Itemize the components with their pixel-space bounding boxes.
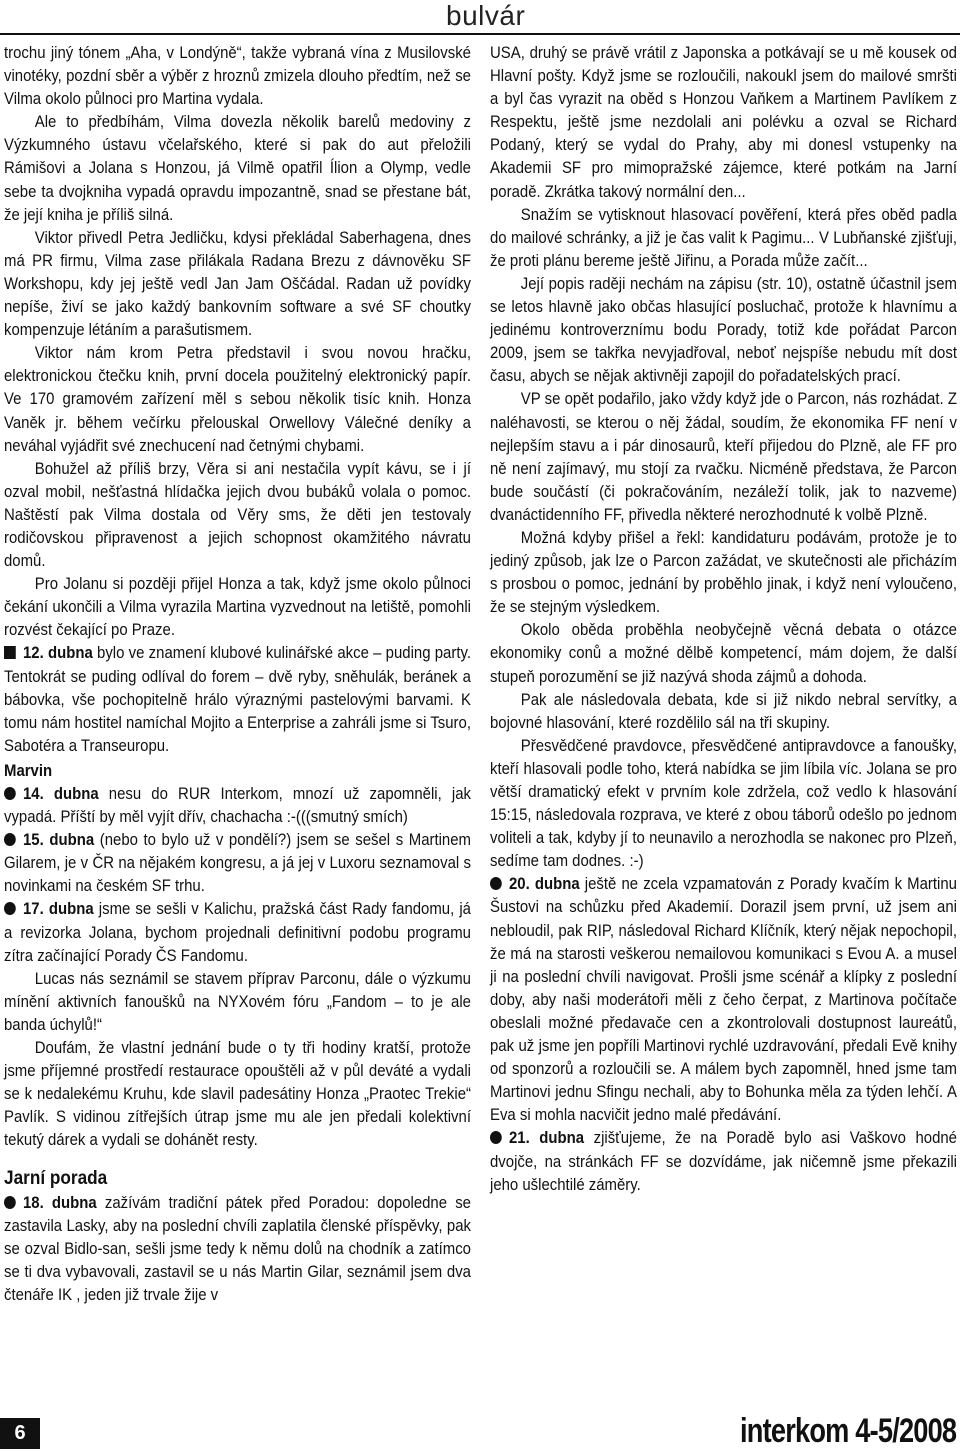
page-number: 6 xyxy=(0,1418,40,1449)
paragraph: Okolo oběda proběhla neobyčejně věcná debata o otázce ekonomiky conů a možné dělbě kompetencí, mám dojem, že další stupeň porozumění se již nazývá shoda zájmů a dohoda. xyxy=(490,621,957,686)
paragraph: Pak ale následovala debata, kde si již nikdo nebral servítky, a bojovné hlasování, které rozdělilo sál na tři skupiny. xyxy=(490,690,957,732)
bullet-icon xyxy=(4,1196,16,1209)
entry-date: 21. dubna xyxy=(509,1129,585,1148)
entry-text: nesu do RUR Interkom, mnozí už zapomněli, jak vypadá. Příští by měl vyjít dřív, chachacha :-(((smutný smích) xyxy=(4,785,471,827)
paragraph: trochu jiný tónem „Aha, v Londýně“, takže vybraná vína z Musilovské vinotéky, pozdní sběr a výběr z hroznů zmizela dlouho předtím, než se Vilma okolo půlnoci pro Martina vydala. xyxy=(4,44,471,109)
paragraph: Snažím se vytisknout hlasovací pověření, která přes oběd padla do mailové schránky, a již je čas valit k Pagimu... V Lubňanské zjišťuji, že proti plánu bereme ještě Jiřinu, a Porada může začít... xyxy=(490,205,957,270)
entry-date: 20. dubna xyxy=(509,875,580,894)
bullet-icon xyxy=(4,787,16,800)
entry-text: zjišťujeme, že na Poradě bylo asi Vaškovo hodné dvojče, na stránkách FF se dozvídáme, jak ničemně jsme překazili jeho ušlechtilé záměry. xyxy=(490,1129,957,1194)
entry-date: 12. dubna xyxy=(23,644,93,663)
bullet-icon xyxy=(490,877,502,890)
square-bullet-icon xyxy=(4,646,16,659)
entry-21 xyxy=(490,1127,957,1196)
entry-text: ještě ne zcela vzpamatován z Porady kvačím k Martinu Šustovi na schůzku před Akademií. Dorazil jsem první, už jsem ani nebloudil, pak RIP, následoval Richard Klíčník, který nějak nepochopil, že má na starosti veškerou nemailovou komunikaci s Evou A. a musel ji na poslední chvíli navigovat. Prošli jsme scénář a klípky z poslední doby, aby naši moderátoři měli z čeho čerpat, z Martinova počítače obeslali možné předavače cen a zkontrolovali dostupnost laureátů, pak už jsme jen popříli Martinovi rychlé uzdravování, předali Evě knihy od sponzorů a rozloučili se. A málem bych zapomněl, hned jsme tam Martinovi jednu Sfingu nechali, aby to Bohunka měla za týden lehčí. A Eva si mohla nacvičit jedno malé předávání. xyxy=(490,875,957,1125)
entry-text: zažívám tradiční pátek před Poradou: dopoledne se zastavila Lasky, aby na poslední chvíli zaplatila členské příspěvky, pak se ozval Bidlo-san, sešli jsme tedy k němu dolů na chodník a zatímco se ti dva vybavovali, zastavil se u nás Martin Gilar, seznámil jsem dva čtenáře IK , jeden již trvale žije v xyxy=(4,1193,471,1304)
entry-date: 14. dubna xyxy=(23,785,99,803)
magazine-footer: interkom 4-5/2008 xyxy=(739,1412,956,1450)
paragraph: Doufám, že vlastní jednání bude o ty tři hodiny kratší, protože jsme příjemné prostředí restaurace opouštěli až v půl deváté a vydali se k nedalekému Kruhu, kde slavil padesátiny Honza „Praotec Trekie“ Pavlík. S vidinou zítřejších útrap jsme mu ale jen předali kolektivní tekutý dárek a vydali se dohánět resty. xyxy=(4,1039,471,1150)
entry-12 xyxy=(4,642,471,757)
paragraph: Pro Jolanu si později přijel Honza a tak, když jsme okolo půlnoci čekání ukončili a Vilma vyrazila Martina vyzvednout na letiště, pomohli rozvést čekající po Praze. xyxy=(4,575,471,640)
entry-18 xyxy=(4,1192,471,1307)
entry-date: 18. dubna xyxy=(23,1193,97,1212)
paragraph: Ale to předbíhám, Vilma dovezla několik barelů medoviny z Výzkumného ústavu včelařského, které si pak do aut přeložili Rámišovi a Jolana s Honzou, já Vilmě opatřil Ílion a Olymp, vedle sebe ta dvojkniha vypadá opravdu impozantně, snad se přestane bát, že její kniha je příliš silná. xyxy=(4,113,471,224)
paragraph: Viktor přivedl Petra Jedličku, kdysi překládal Saberhagena, dnes má PR firmu, Vilma zase přilákala Radana Brezu z dávnověku SF Workshopu, kdy jej ještě vedl Jan Jam Oščádal. Radan už povídky nepíše, živí se jako každý bankovním software a své SF choutky kompenzuje létáním a parašutismem. xyxy=(4,228,471,340)
entry-20 xyxy=(490,873,957,1127)
entry-15 xyxy=(4,829,471,898)
right-column xyxy=(490,42,957,1197)
section-title: bulvár xyxy=(446,0,526,31)
header-rule xyxy=(0,33,960,35)
paragraph: Její popis raději nechám na zápisu (str. 10), ostatně účastnil jsem se letos hlavně jako občas hlasující posluchač, protože k hlavnímu a jedinému kontroverznímu bodu Porady, totiž kde pořádat Parcon 2009, jsem se takřka nevyjadřoval, neboť nejspíše nebudu mít dost času, abych se nějak aktivněji zapojil do pořadatelských prací. xyxy=(490,274,957,386)
entry-text: jsme se sešli v Kalichu, pražská část Rady fandomu, já a revizorka Jolana, bychom projednali definitivní podobu programu zítra začínající Porady ČS Fandomu. xyxy=(4,900,471,965)
paragraph: Viktor nám krom Petra představil i svou novou hračku, elektronickou čtečku knih, první docela použitelný elektronický papír. Ve 170 gramovém zařízení měl s sebou několik tisíc knih. Honza Vaněk jr. během večírku přelouskal Orwellovy Válečné deníky a neváhal vyjádřit své znechucení nad četnými chybami. xyxy=(4,344,471,455)
entry-text: (nebo to bylo už v pondělí?) jsem se sešel s Martinem Gilarem, je v ČR na nějakém kongresu, a já jej v Luxoru seznamoval s novinkami na českém SF trhu. xyxy=(4,831,471,896)
paragraph: Možná kdyby přišel a řekl: kandidaturu podávám, protože je to jediný způsob, jak lze o Parcon zažádat, ve skutečnosti ale přicházím s prosbou o pomoc, jednání by proběhlo jinak, i když není vyloučeno, že se stejným výsledkem. xyxy=(490,528,957,617)
left-column xyxy=(4,42,471,1307)
entry-17 xyxy=(4,898,471,967)
bullet-icon xyxy=(4,902,16,915)
paragraph: Přesvědčené pravdovce, přesvědčené antipravdovce a fanoušky, kteří hlasovali podle toho, která nabídka se jim líbila víc. Jolana se pro větší dramatický efekt v prvním kole zdržela, což vedlo k hlasování 15:15, následovala rozprava, ve které z obou táborů odešlo po jednom voliteli a tak, kdyby jí to neunavilo a nerozhodla se nakonec pro Plzeň, sedíme tam dodnes. :-) xyxy=(490,736,957,871)
paragraph: Bohužel až příliš brzy, Věra si ani nestačila vypít kávu, se i jí ozval mobil, nešťastná hlídačka jejich dvou bubáků volala o pomoc. Naštěstí pak Vilma dostala od Věry sms, že děti jen testovaly rodičovskou připravenost a jejich schopnost okamžitého návratu domů. xyxy=(4,459,471,571)
section-heading: Jarní porada xyxy=(4,1167,108,1189)
entry-date: 17. dubna xyxy=(23,900,94,919)
entry-date: 15. dubna xyxy=(23,831,95,850)
entry-14 xyxy=(4,783,471,829)
paragraph: Lucas nás seznámil se stavem příprav Parconu, dále o výzkumu mínění aktivních fanoušků na NYXovém fóru „Fandom – to je ale banda úchylů!“ xyxy=(4,969,471,1034)
bullet-icon xyxy=(4,833,16,846)
entry-text: bylo ve znamení klubové kulinářské akce – puding party. Tentokrát se puding odlíval do forem – dvě ryby, sněhulák, beránek a bábovka, vše pochopitelně hrálo výraznými pastelovými barvami. K tomu nám hostitel namíchal Mojito a Enterprise a zahráli jsme si Tsuro, Sabotéra a Transeuropu. xyxy=(4,644,471,755)
signature: Marvin xyxy=(4,761,53,780)
paragraph: USA, druhý se právě vrátil z Japonska a potkávají se u mě kousek od Hlavní pošty. Když jsme se rozloučili, nakoukl jsem do mailové smršti a byl čas vyrazit na oběd s Honzou Vaňkem a Martinem Pavlíkem z Respektu, ještě jsme nezdolali ani polévku a ozval se Richard Podaný, který se vydal do Prahy, aby mi donesl vstupenky na Akademii SF pro mimopražské zájemce, které potkám na Jarní poradě. Zkrátka takový normální den... xyxy=(490,44,957,201)
paragraph: VP se opět podařilo, jako vždy když jde o Parcon, nás rozhádat. Z naléhavosti, se kterou o něj žádal, soudím, že ekonomika FF není v nejlepším stavu a i pár dinosaurů, kteří přijedou do Plzně, ale FF pro ně není zajímavý, mu stojí za rvačku. Nicméně představa, že Parcon bude součástí (či pokračováním, nezáleží tolik, jak to nazveme) dvanáctidenního FF, přivedla některé nerozhodnuté k volbě Plzně. xyxy=(490,390,957,524)
bullet-icon xyxy=(490,1131,502,1144)
